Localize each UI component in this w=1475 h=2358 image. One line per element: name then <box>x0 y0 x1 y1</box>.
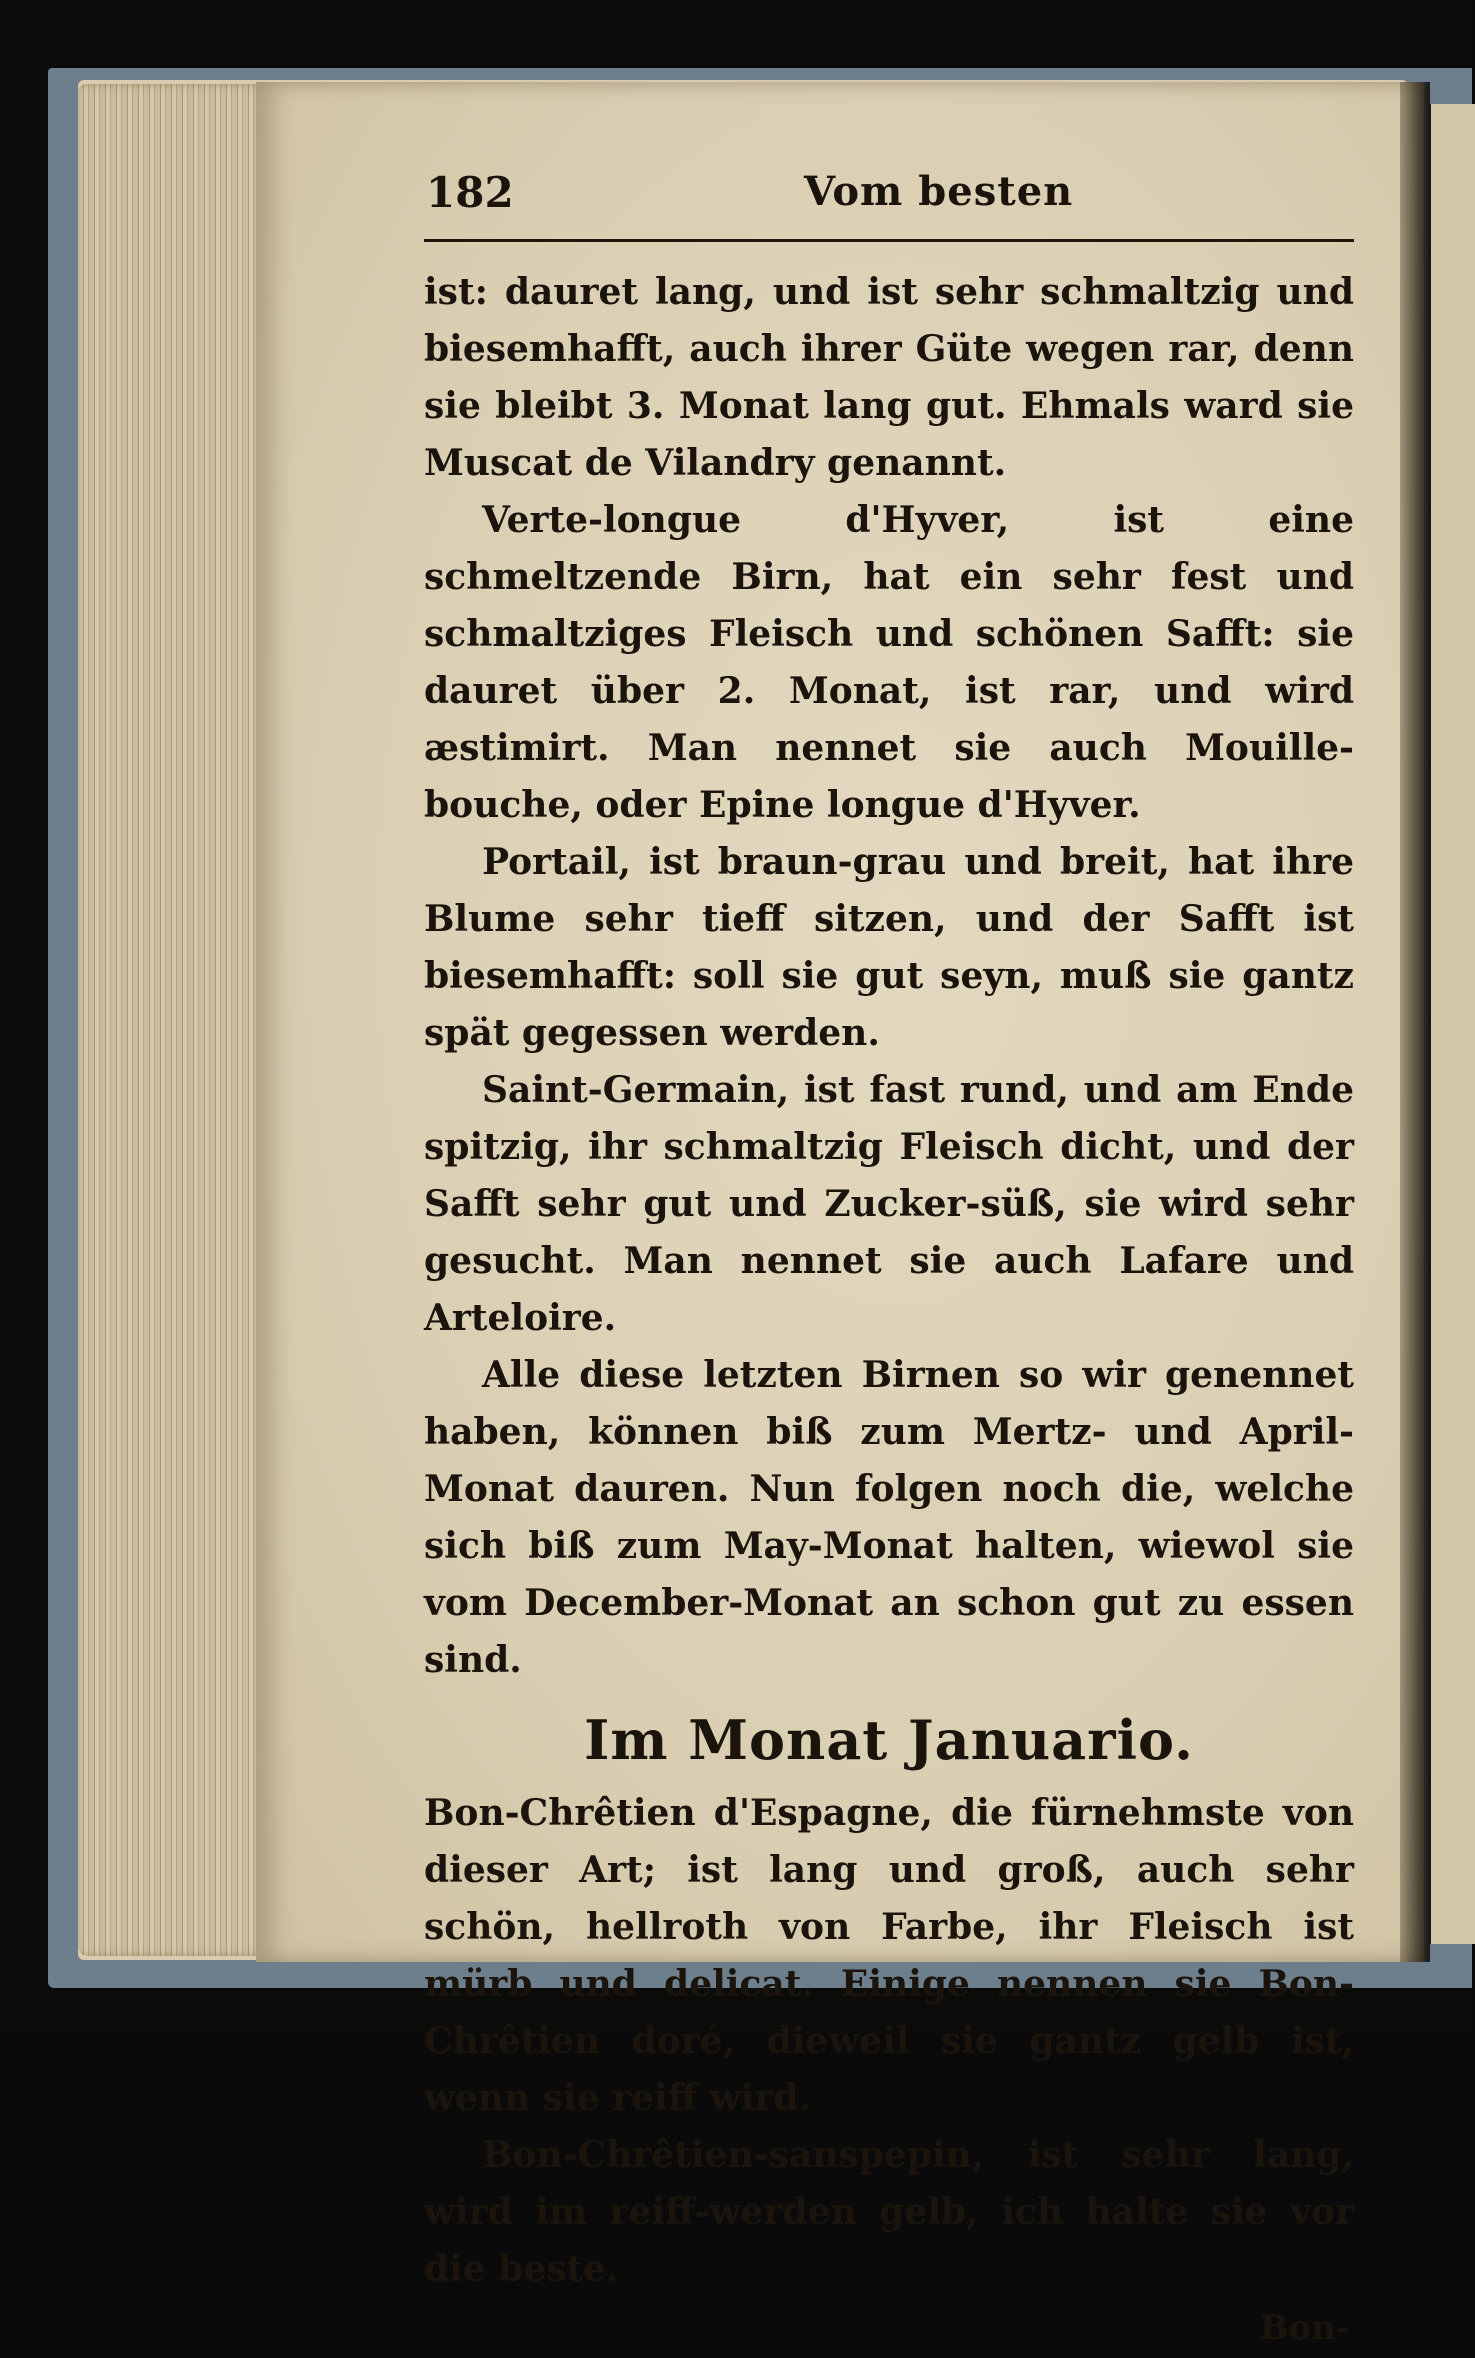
gutter-shadow <box>1400 82 1430 1962</box>
page-number: 182 <box>426 168 514 217</box>
paragraph-bon-chretien-espagne: Bon-Chrêtien d'Espagne, die fürnehmste von dieser Art; ist lang und groß, auch sehr schön, hellroth von Farbe, ihr Fleisch ist mürb und delicat. Einige nennen sie Bon-Chrêtien doré, dieweil sie gantz gelb ist, wenn sie reiff wird. <box>424 1792 1354 2119</box>
page-edges <box>78 84 268 1956</box>
paragraph-summary: Alle diese letzten Birnen so wir genennet haben, können biß zum Mertz- und April-Monat dauren. Nun folgen noch die, welche sich biß zum May-Monat halten, wiewol sie vom December-Monat an schon gut zu essen sind. <box>424 1354 1354 1681</box>
paragraph-bon-chretien-sanspepin: Bon-Chrêtien-sanspepin, ist sehr lang, wird im reiff-werden gelb, ich halte sie vor die beste. <box>424 2134 1354 2290</box>
facing-page-edge <box>1428 104 1475 1944</box>
header-rule <box>424 239 1354 242</box>
running-head: Vom besten <box>804 168 1074 215</box>
section-heading: Im Monat Januario. <box>584 1708 1194 1772</box>
page-body <box>424 264 1354 2358</box>
catchword: Bon- <box>1259 2308 1350 2348</box>
paragraph-muscat: ist: dauret lang, und ist sehr schmaltzig und biesemhafft, auch ihrer Güte wegen rar, denn sie bleibt 3. Monat lang gut. Ehmals ward sie Muscat de Vilandry genannt. <box>424 271 1354 484</box>
paragraph-verte-longue: Verte-longue d'Hyver, ist eine schmeltzende Birn, hat ein sehr fest und schmaltziges Fleisch und schönen Safft: sie dauret über 2. Monat, ist rar, und wird æstimirt. Man nennet sie auch Mouille-bouche, oder Epine longue d'Hyver. <box>424 499 1354 826</box>
page-header <box>424 168 1364 238</box>
paragraph-portail: Portail, ist braun-grau und breit, hat ihre Blume sehr tieff sitzen, und der Safft ist biesemhafft: soll sie gut seyn, muß sie gantz spät gegessen werden. <box>424 841 1354 1054</box>
page-text <box>424 168 1364 2348</box>
paragraph-saint-germain: Saint-Germain, ist fast rund, und am Ende spitzig, ihr schmaltzig Fleisch dicht, und der Safft sehr gut und Zucker-süß, sie wird sehr gesucht. Man nennet sie auch Lafare und Arteloire. <box>424 1069 1354 1339</box>
